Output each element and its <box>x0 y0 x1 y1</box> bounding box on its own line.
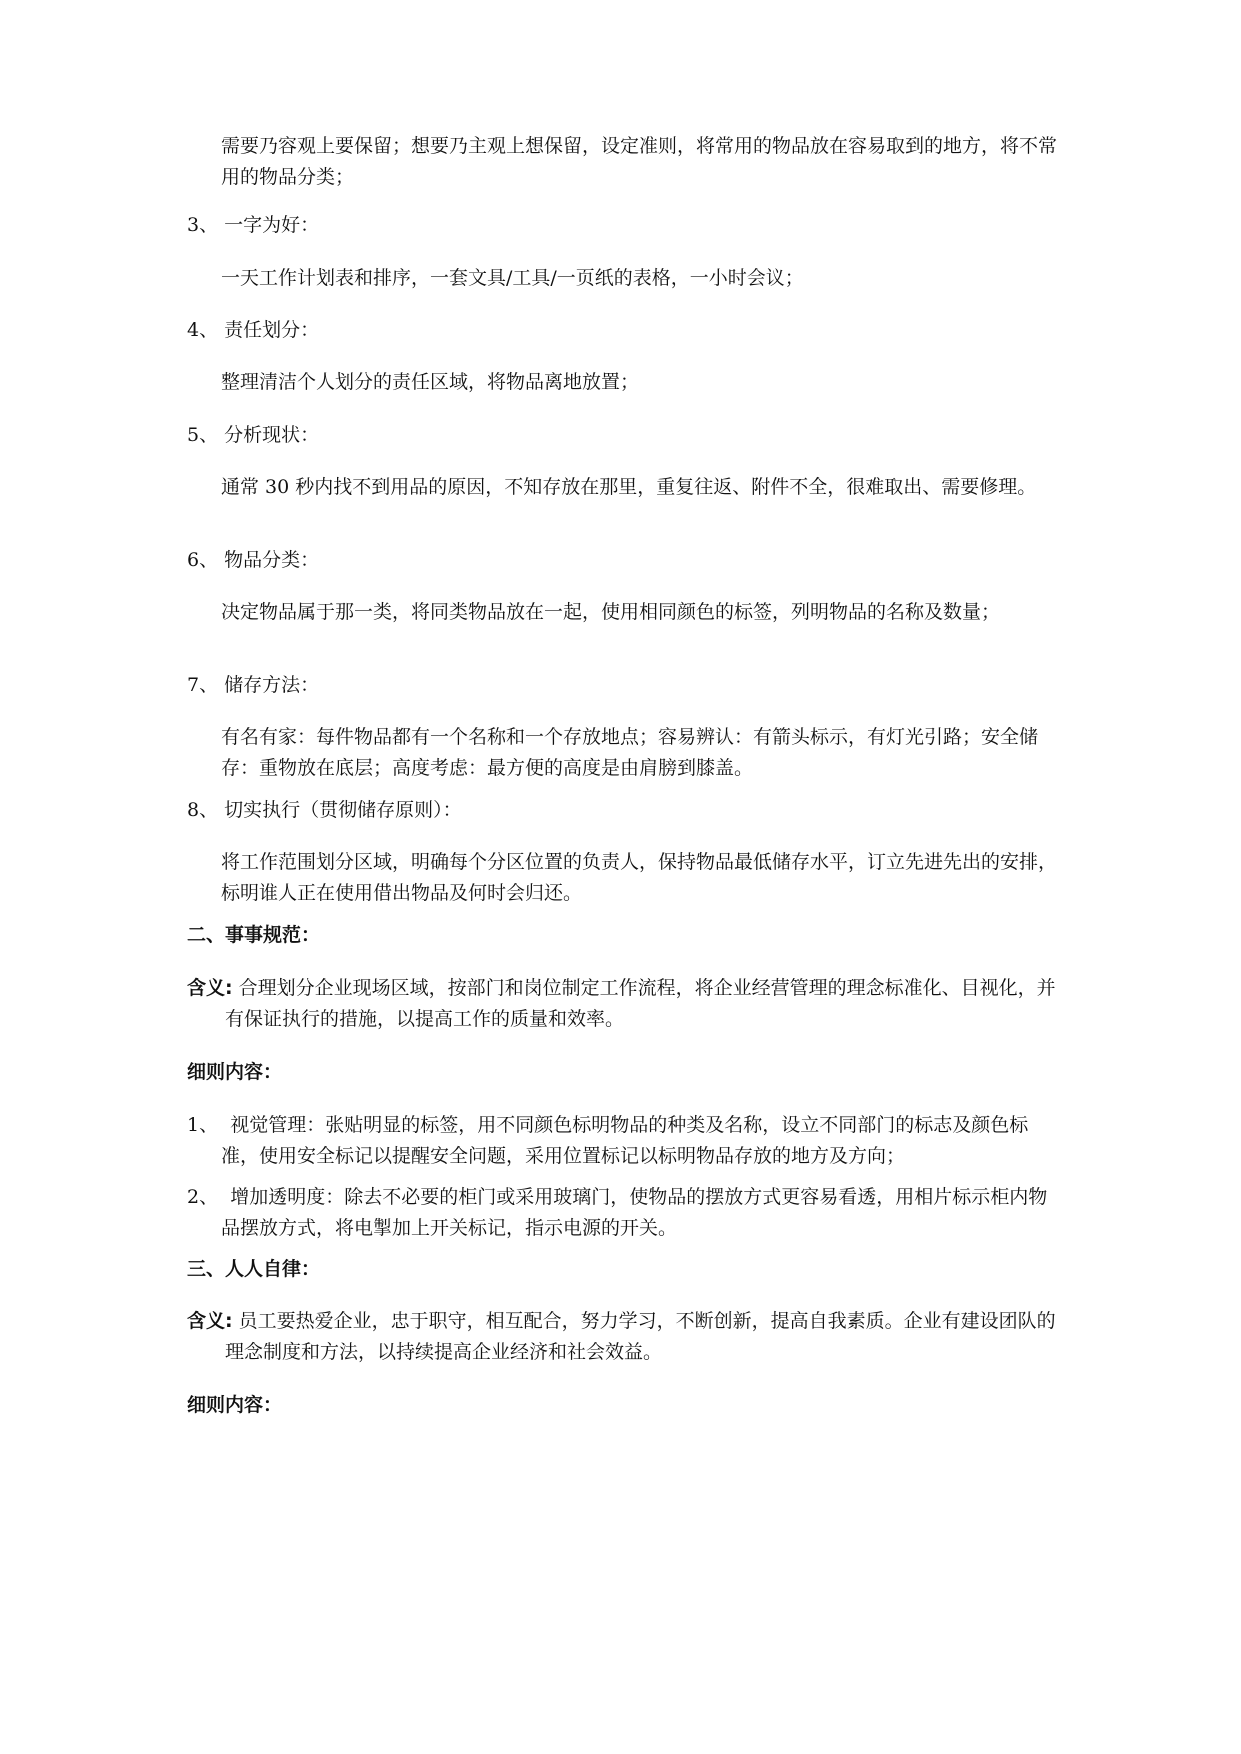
meaning-label: 含义 <box>187 1310 226 1332</box>
item-8-label: 8、 切实执行（贯彻储存原则）： <box>187 799 462 821</box>
item-6-label: 6、 物品分类： <box>187 549 320 571</box>
list-item-number: 1、 <box>187 1114 219 1136</box>
item-7-text: 有名有家：每件物品都有一个名称和一个存放地点；容易辨认：有箭头标示，有灯光引路；安全储存：重物放在底层；高度考虑：最方便的高度是由肩膀到膝盖。 <box>221 726 1039 779</box>
section-3-meaning <box>187 1306 1061 1368</box>
list-item-number: 2、 <box>187 1186 219 1208</box>
item-3-label: 3、 一字为好： <box>187 214 320 236</box>
list-item-text: 增加透明度：除去不必要的柜门或采用玻璃门，使物品的摆放方式更容易看透，用相片标示柜内物品摆放方式，将电掣加上开关标记，指示电源的开关。 <box>221 1186 1048 1239</box>
meaning-text: 员工要热爱企业，忠于职守，相互配合，努力学习，不断创新，提高自我素质。企业有建设团队的理念制度和方法，以持续提高企业经济和社会效益。 <box>225 1310 1056 1363</box>
section-2-meaning <box>187 973 1061 1035</box>
item-4-text: 整理清洁个人划分的责任区域，将物品离地放置； <box>221 371 640 393</box>
list-item <box>187 1182 1061 1244</box>
item-6-text: 决定物品属于那一类，将同类物品放在一起，使用相同颜色的标签，列明物品的名称及数量； <box>221 601 1001 623</box>
section-2-detail-heading: 细则内容： <box>187 1061 283 1083</box>
section-3-detail-heading: 细则内容： <box>187 1394 283 1416</box>
item-7-label: 7、 储存方法： <box>187 674 320 696</box>
section-3-heading: 三、人人自律： <box>187 1258 321 1280</box>
item-8-text: 将工作范围划分区域，明确每个分区位置的负责人，保持物品最低储存水平，订立先进先出的安排，标明谁人正在使用借出物品及何时会归还。 <box>221 851 1058 904</box>
meaning-colon: : <box>225 977 233 999</box>
list-item <box>187 1110 1061 1172</box>
meaning-label: 含义 <box>187 977 226 999</box>
item-5-label: 5、 分析现状： <box>187 424 320 446</box>
section-2-heading: 二、事事规范： <box>187 924 321 946</box>
list-item-text: 视觉管理：张贴明显的标签，用不同颜色标明物品的种类及名称，设立不同部门的标志及颜色标准，使用安全标记以提醒安全问题，采用位置标记以标明物品存放的地方及方向； <box>221 1114 1029 1167</box>
item-4-label: 4、 责任划分： <box>187 319 320 341</box>
meaning-colon: : <box>225 1310 233 1332</box>
item-5-text: 通常 30 秒内找不到用品的原因，不知存放在那里，重复往返、附件不全，很难取出、需要修理。 <box>221 476 1037 498</box>
meaning-text: 合理划分企业现场区域，按部门和岗位制定工作流程，将企业经营管理的理念标准化、目视化，并有保证执行的措施，以提高工作的质量和效率。 <box>225 977 1056 1030</box>
intro-paragraph: 需要乃容观上要保留；想要乃主观上想保留，设定准则，将常用的物品放在容易取到的地方，将不常用的物品分类； <box>221 135 1058 188</box>
item-3-text: 一天工作计划表和排序，一套文具/工具/一页纸的表格，一小时会议； <box>221 267 804 289</box>
